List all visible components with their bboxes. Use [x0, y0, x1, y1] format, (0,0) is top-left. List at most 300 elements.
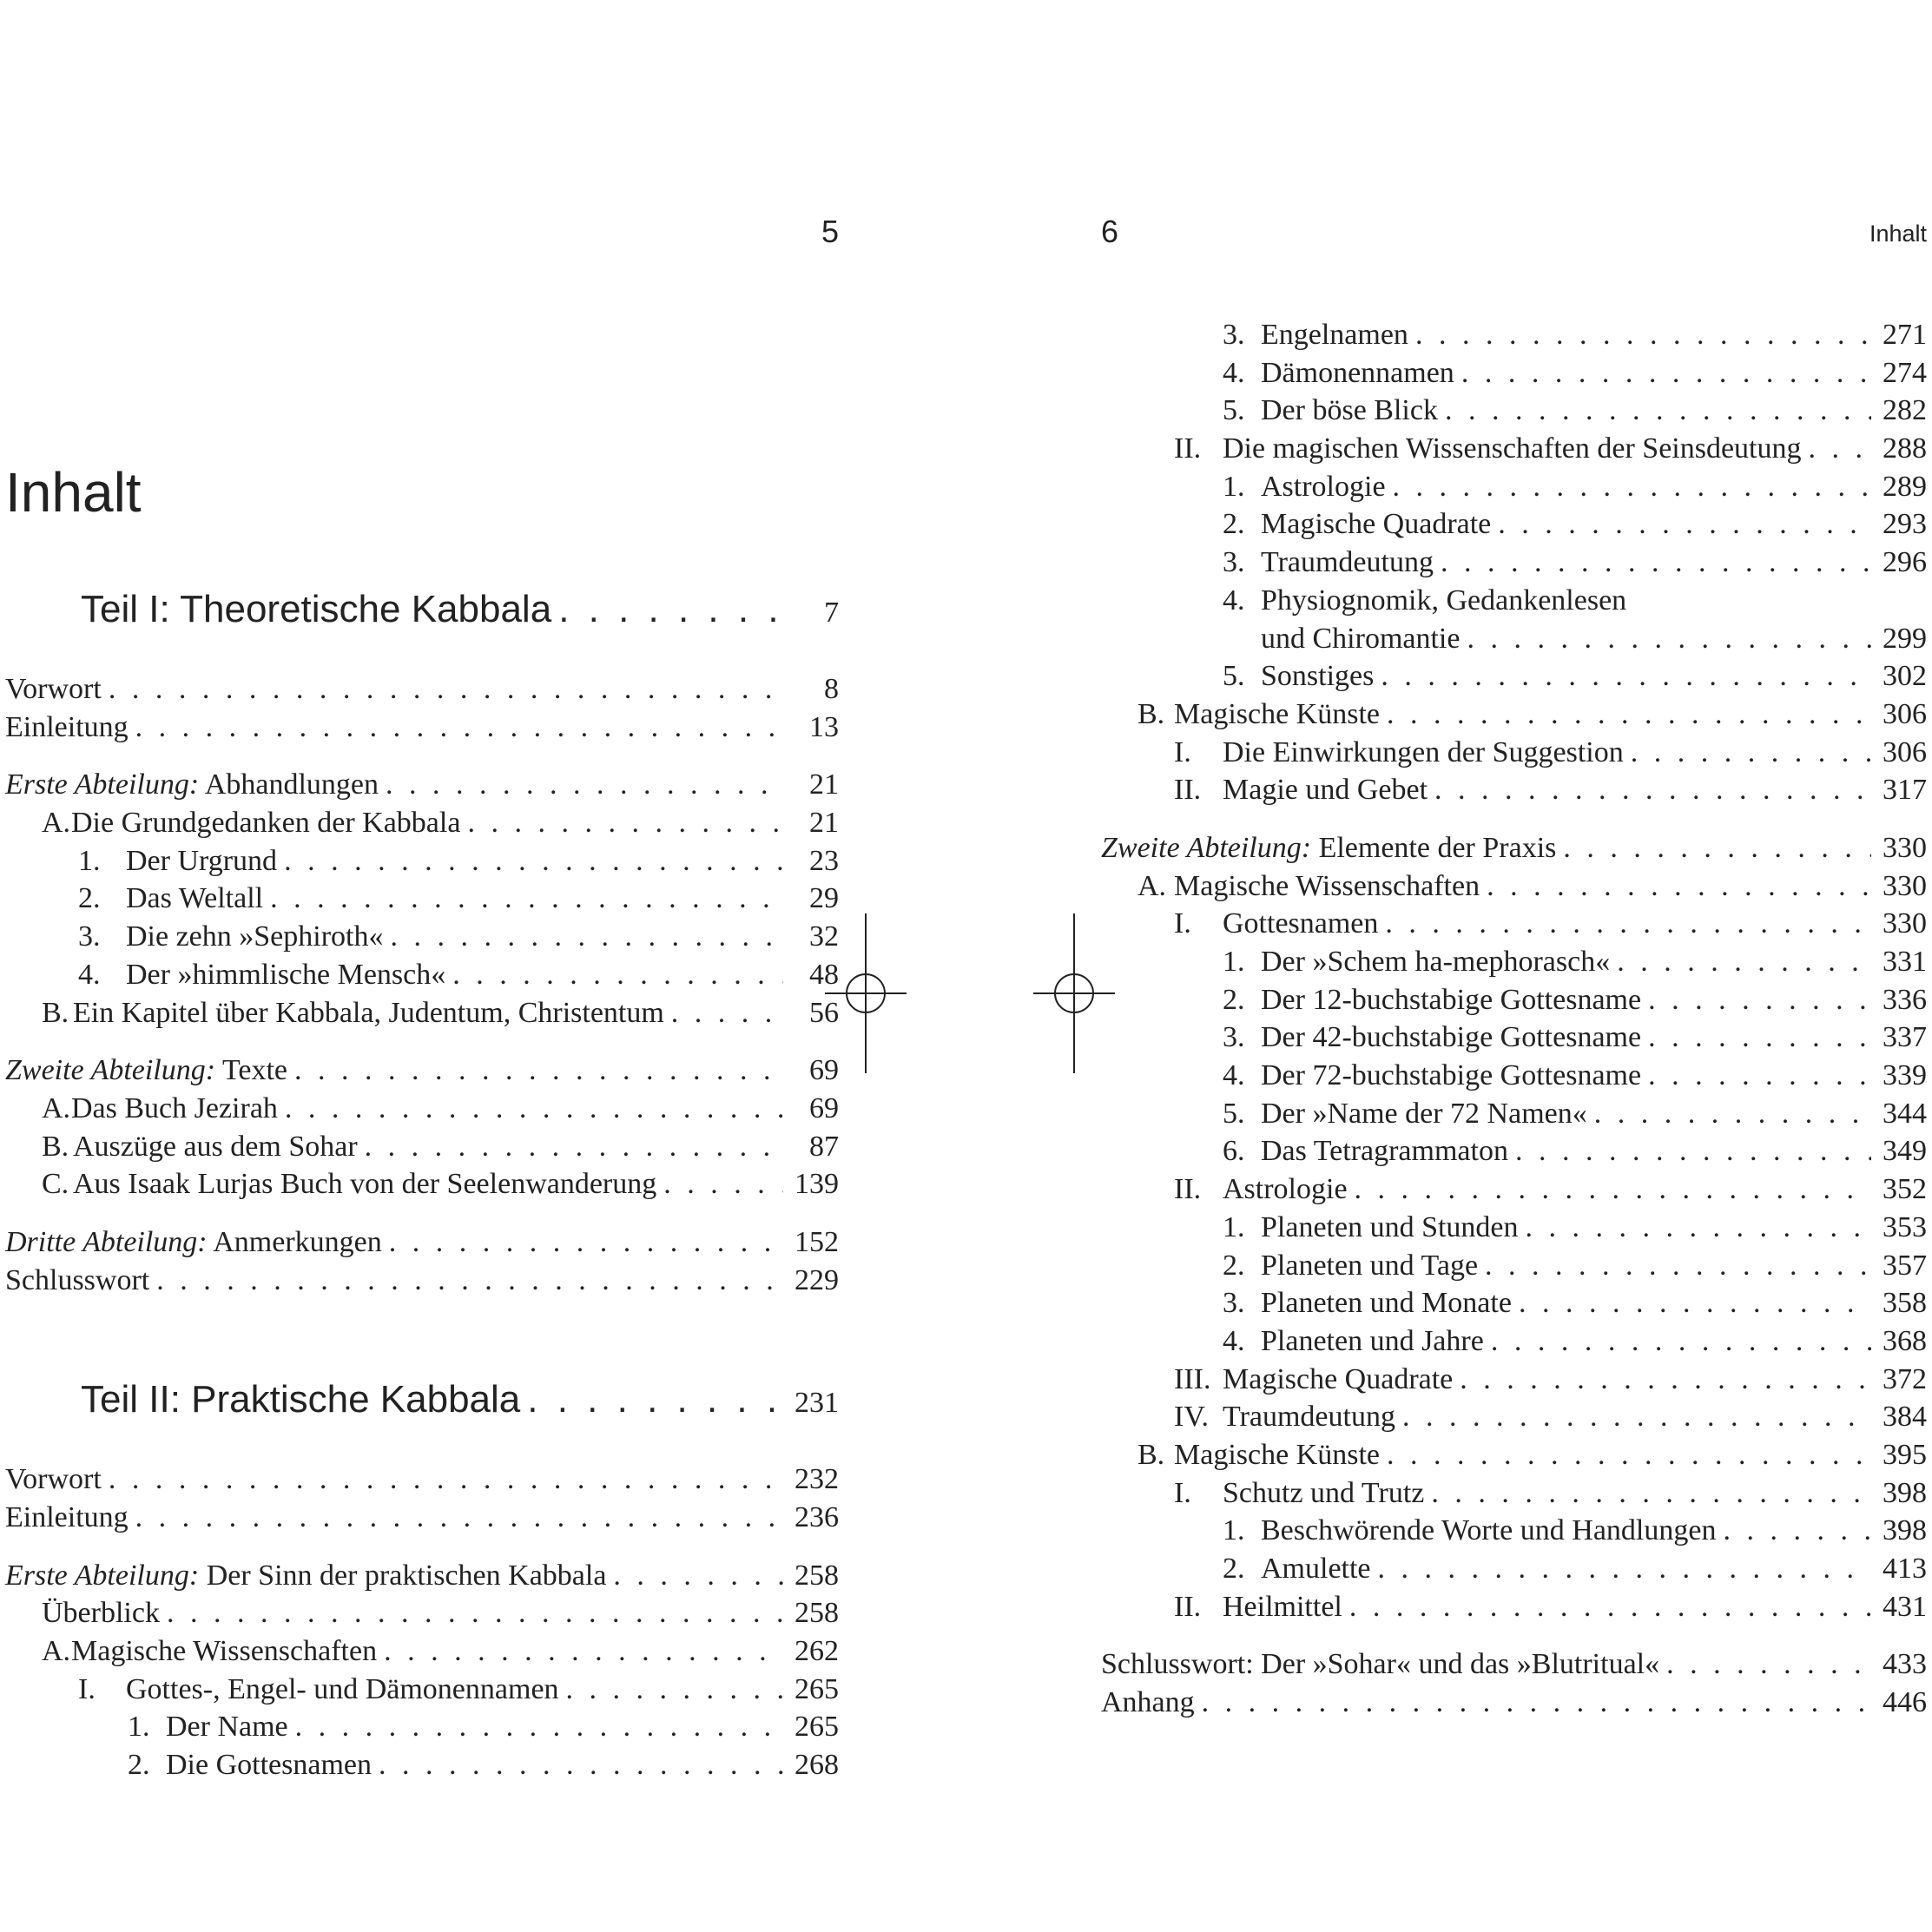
entry-number: A.: [42, 1091, 71, 1124]
leader-dots: [1431, 1474, 1871, 1513]
entry-title: [73, 1165, 656, 1203]
leader-dots: [294, 1052, 783, 1090]
section-label: Zweite Abteilung:: [5, 1054, 216, 1087]
entry-title: [126, 842, 277, 880]
leader-dots: [284, 842, 783, 880]
entry-title: [73, 1128, 358, 1166]
page-ref: 395: [1883, 1438, 1927, 1471]
toc-entry: [1101, 468, 1927, 506]
leader-dots: [386, 766, 783, 804]
entry-text: Magie und Gebet: [1223, 774, 1428, 807]
entry-number: 3.: [78, 920, 101, 953]
entry-text: Planeten und Tage: [1261, 1249, 1479, 1282]
toc-entry: [1101, 1550, 1927, 1588]
toc-entry: [5, 766, 839, 804]
entry-number: B.: [1137, 1438, 1165, 1471]
toc-entry: [5, 1746, 839, 1784]
entry-title: [1261, 620, 1460, 658]
toc-entry: [1101, 1322, 1927, 1361]
leader-dots: [1515, 1132, 1871, 1170]
toc-entry: [1101, 1095, 1927, 1133]
leader-dots: [1491, 1322, 1871, 1361]
entry-number: 1.: [1223, 470, 1245, 503]
page-ref: 358: [1883, 1287, 1927, 1320]
entry-title: [81, 1358, 520, 1441]
entry-title: [166, 1708, 288, 1746]
entry-text: Der »Name der 72 Namen«: [1261, 1097, 1587, 1130]
entry-text: Planeten und Monate: [1261, 1287, 1512, 1320]
leader-dots: [1648, 981, 1871, 1019]
page-ref: 368: [1883, 1324, 1927, 1357]
entry-number: 4.: [1223, 584, 1245, 617]
page-ref: 232: [795, 1463, 839, 1496]
entry-text: Die Einwirkungen der Suggestion: [1223, 735, 1624, 768]
entry-title: [1261, 657, 1374, 696]
entry-number: 1.: [1223, 946, 1245, 978]
toc-entry: [1101, 582, 1927, 620]
page-ref: 236: [795, 1501, 839, 1533]
entry-number: 5.: [1223, 1097, 1245, 1130]
page-ref: 293: [1883, 508, 1927, 541]
leader-dots: [384, 1632, 783, 1671]
entry-text: Der 72-buchstabige Gottesname: [1261, 1059, 1642, 1092]
entry-title: [1261, 1322, 1484, 1361]
entry-text: Traumdeutung: [1261, 546, 1434, 579]
page-ref: 339: [1883, 1059, 1927, 1092]
toc-entry: [1101, 734, 1927, 772]
entry-title: [5, 1052, 287, 1090]
entry-number: I.: [1174, 735, 1191, 768]
leader-dots: [1526, 1209, 1871, 1247]
leader-dots: [467, 804, 783, 842]
entry-text: Der 42-buchstabige Gottesname: [1261, 1021, 1642, 1054]
entry-text: Magische Künste: [1174, 697, 1381, 730]
toc-entry: [5, 1165, 839, 1203]
entry-title: [1261, 582, 1626, 620]
section-label: Zweite Abteilung:: [1101, 831, 1312, 864]
entry-title: [1261, 505, 1491, 544]
leader-dots: [1355, 1170, 1871, 1209]
entry-text: Traumdeutung: [1223, 1401, 1395, 1434]
toc-entry: [5, 1671, 839, 1709]
leader-dots: [1723, 1512, 1871, 1550]
leader-dots: [1631, 734, 1871, 772]
leader-dots: [109, 1461, 783, 1499]
leader-dots: [452, 956, 783, 994]
page-ref: 336: [1883, 983, 1927, 1016]
toc-entry: [1101, 1247, 1927, 1285]
page-ref: 398: [1883, 1514, 1927, 1547]
entry-number: 2.: [128, 1749, 150, 1782]
entry-number: 3.: [1223, 319, 1245, 351]
toc-entry: [5, 804, 839, 842]
entry-title: [5, 766, 379, 804]
entry-title: [1101, 829, 1556, 867]
leader-dots: [135, 1499, 783, 1537]
leader-dots: [1563, 829, 1871, 867]
toc-entry: [5, 1052, 839, 1090]
entry-number: A.: [1137, 869, 1167, 902]
page-ref: 265: [795, 1672, 839, 1705]
page-ref: 265: [795, 1711, 839, 1744]
page-ref: 8: [824, 673, 839, 705]
entry-number: 5.: [1223, 394, 1245, 427]
page-ref: 271: [1883, 319, 1927, 351]
entry-text: Magische Quadrate: [1261, 508, 1492, 541]
page-ref: 330: [1883, 869, 1927, 902]
entry-text: Vorwort: [5, 673, 102, 705]
page-ref: 139: [795, 1168, 839, 1201]
entry-text: Magische Wissenschaften: [1174, 869, 1480, 902]
entry-text: Magische Quadrate: [1223, 1362, 1454, 1395]
page-ref: 306: [1883, 735, 1927, 768]
leader-dots: [1467, 620, 1871, 658]
toc-entry: [5, 956, 839, 994]
entry-title: [1261, 1095, 1587, 1133]
page-ref: 288: [1883, 432, 1927, 465]
entry-title: [126, 956, 445, 994]
entry-text: Planeten und Jahre: [1261, 1324, 1484, 1357]
entry-number: I.: [1174, 907, 1191, 940]
toc-entry: [1101, 1684, 1927, 1722]
toc-entry: [1101, 430, 1927, 468]
page-ref: 69: [809, 1054, 839, 1087]
entry-title: [1223, 1170, 1348, 1209]
entry-title: [1261, 1247, 1478, 1285]
toc-entry: [1101, 1474, 1927, 1513]
entry-title: [71, 1632, 377, 1671]
leader-dots: [365, 1128, 783, 1166]
toc-entry: [1101, 981, 1927, 1019]
entry-text: Astrologie: [1223, 1173, 1348, 1206]
page-ref: 23: [809, 844, 839, 877]
entry-text: Elemente der Praxis: [1318, 831, 1557, 864]
entry-text: Abhandlungen: [204, 768, 379, 801]
toc-entry: [5, 1594, 839, 1632]
entry-text: Das Buch Jezirah: [71, 1091, 278, 1124]
entry-title: [1261, 392, 1438, 430]
page-ref: 7: [824, 597, 839, 629]
entry-title: [5, 1461, 102, 1499]
page-ref: 372: [1883, 1362, 1927, 1395]
toc-entry: [1101, 1645, 1927, 1684]
leader-dots: [1487, 867, 1871, 906]
leader-dots: [613, 1557, 783, 1595]
toc-entry: [1101, 392, 1927, 430]
section-label: Erste Abteilung:: [5, 1559, 200, 1592]
entry-text: Die magischen Wissenschaften der Seinsdeutung: [1223, 432, 1802, 465]
entry-text: Gottes-, Engel- und Dämonennamen: [126, 1672, 559, 1705]
toc-entry: [1101, 1019, 1927, 1057]
entry-number: 1.: [1223, 1210, 1245, 1243]
entry-number: 3.: [1223, 1021, 1245, 1054]
entry-number: 2.: [78, 882, 101, 915]
entry-number: II.: [1174, 1590, 1202, 1623]
entry-number: A.: [42, 807, 71, 840]
toc-entry: [1101, 905, 1927, 943]
entry-title: [5, 1499, 129, 1537]
entry-number: 2.: [1223, 1249, 1245, 1282]
entry-number: III.: [1174, 1362, 1211, 1395]
toc-entry: [5, 842, 839, 880]
entry-number: I.: [1174, 1476, 1191, 1509]
entry-title: [1223, 734, 1624, 772]
toc-entry: [5, 670, 839, 709]
entry-title: [71, 804, 460, 842]
running-head: Inhalt: [1869, 221, 1927, 247]
page-ref: 330: [1883, 831, 1927, 864]
page-ref: 258: [795, 1597, 839, 1630]
entry-text: Der 12-buchstabige Gottesname: [1261, 983, 1642, 1016]
entry-title: [73, 994, 664, 1032]
entry-text: Schutz und Trutz: [1223, 1476, 1425, 1509]
entry-text: Teil I: Theoretische Kabbala: [81, 588, 552, 630]
leader-dots: [1809, 430, 1871, 468]
entry-title: [1223, 1361, 1453, 1399]
page-ref: 413: [1883, 1553, 1927, 1585]
toc-entry: [1101, 1284, 1927, 1322]
page-ref: 349: [1883, 1135, 1927, 1168]
entry-text: Der Urgrund: [126, 844, 278, 877]
toc-entry: [1101, 1132, 1927, 1170]
page-number: 6: [1101, 214, 1119, 249]
toc-entry: [1101, 354, 1927, 392]
entry-title: [1261, 1019, 1641, 1057]
page-ref: 48: [809, 958, 839, 991]
entry-title: [5, 1223, 382, 1262]
entry-text: Die Grundgedanken der Kabbala: [71, 807, 461, 840]
entry-number: 4.: [1223, 1059, 1245, 1092]
leader-dots: [1415, 316, 1871, 354]
leader-dots: [1434, 771, 1871, 809]
crosshair-mark-icon: [1033, 913, 1115, 1073]
entry-title: [5, 670, 102, 709]
entry-text: Heilmittel: [1223, 1590, 1342, 1623]
toc-entry: [1101, 657, 1927, 696]
entry-text: Schlusswort: Der »Sohar« und das »Blutritual«: [1101, 1648, 1660, 1681]
entry-title: [1174, 696, 1380, 734]
toc-entry: [1101, 544, 1927, 582]
entry-title: [1261, 1209, 1519, 1247]
entry-text: Gottesnamen: [1223, 907, 1379, 940]
page-ref: 282: [1883, 394, 1927, 427]
leader-dots: [389, 1223, 783, 1262]
page-ref: 69: [809, 1091, 839, 1124]
toc-entry: [1101, 771, 1927, 809]
entry-text: Sonstiges: [1261, 660, 1375, 693]
entry-title: [1223, 430, 1802, 468]
leader-dots: [1441, 544, 1871, 582]
page-ref: 352: [1883, 1173, 1927, 1206]
page-ref: 32: [809, 920, 839, 953]
toc-entry: [5, 1128, 839, 1166]
toc-entry: [5, 994, 839, 1032]
entry-text: Vorwort: [5, 1463, 102, 1496]
page-ref: 274: [1883, 356, 1927, 389]
leader-dots: [1202, 1684, 1871, 1722]
toc-entry: [5, 1557, 839, 1595]
entry-text: Astrologie: [1261, 470, 1386, 503]
entry-title: [1223, 1398, 1395, 1436]
leader-dots: [527, 1358, 783, 1441]
entry-text: Der Name: [166, 1711, 288, 1744]
page-ref: 433: [1883, 1648, 1927, 1681]
entry-number: A.: [42, 1635, 71, 1668]
entry-text: Der böse Blick: [1261, 394, 1438, 427]
leader-dots: [156, 1262, 783, 1300]
entry-title: [126, 880, 263, 918]
toc-entry: [1101, 1057, 1927, 1095]
leader-dots: [391, 918, 784, 956]
leader-dots: [1445, 392, 1871, 430]
toc-entry: [5, 709, 839, 747]
leader-dots: [1381, 657, 1871, 696]
leader-dots: [1498, 505, 1871, 544]
entry-text: Anhang: [1101, 1686, 1195, 1719]
leader-dots: [566, 1671, 783, 1709]
page-number: 5: [821, 214, 839, 249]
entry-number: 2.: [1223, 1553, 1245, 1585]
entry-text: Engelnamen: [1261, 319, 1408, 351]
page-ref: 152: [795, 1225, 839, 1258]
toc-entry: [1101, 943, 1927, 981]
entry-number: B.: [42, 1130, 69, 1163]
entry-number: 1.: [1223, 1514, 1245, 1547]
toc-entry: [1101, 1436, 1927, 1474]
page-ref: 384: [1883, 1401, 1927, 1434]
entry-number: C.: [42, 1168, 69, 1201]
page-ref: 29: [809, 882, 839, 915]
leader-dots: [1648, 1019, 1871, 1057]
entry-title: [126, 1671, 559, 1709]
section-label: Erste Abteilung:: [5, 768, 200, 801]
toc-entry: [5, 1223, 839, 1262]
page-ref: 296: [1883, 546, 1927, 579]
toc-entry: [5, 1461, 839, 1499]
entry-title: [1261, 1284, 1512, 1322]
leader-dots: [1387, 1436, 1871, 1474]
toc-entry: [5, 1499, 839, 1537]
entry-title: [1261, 1132, 1508, 1170]
page-ref: 337: [1883, 1021, 1927, 1054]
entry-number: 4.: [78, 958, 101, 991]
entry-number: 5.: [1223, 660, 1245, 693]
toc-entry: [5, 880, 839, 918]
entry-title: [1261, 544, 1434, 582]
entry-title: [126, 918, 384, 956]
entry-number: 1.: [128, 1711, 150, 1744]
leader-dots: [1385, 905, 1871, 943]
entry-number: II.: [1174, 1173, 1202, 1206]
toc-entry: [1101, 1170, 1927, 1209]
leader-dots: [167, 1594, 783, 1632]
page-ref: 353: [1883, 1210, 1927, 1243]
page-ref: 56: [809, 996, 839, 1029]
page-ref: 231: [795, 1387, 839, 1420]
entry-number: 6.: [1223, 1135, 1245, 1168]
entry-title: [1261, 468, 1386, 506]
entry-title: [1223, 905, 1378, 943]
leader-dots: [1519, 1284, 1871, 1322]
entry-text: Einleitung: [5, 710, 129, 743]
entry-text: Dämonennamen: [1261, 356, 1454, 389]
page-ref: 331: [1883, 946, 1927, 978]
entry-title: [1101, 1645, 1659, 1684]
toc-entry: [1101, 620, 1927, 658]
entry-text: und Chiromantie: [1261, 622, 1461, 655]
entry-text: Physiognomik, Gedankenlesen: [1261, 584, 1627, 617]
entry-number: 2.: [1223, 508, 1245, 541]
entry-text: Das Tetragrammaton: [1261, 1135, 1508, 1168]
toc-entry: [5, 1632, 839, 1671]
page-ref: 330: [1883, 907, 1927, 940]
entry-text: Einleitung: [5, 1501, 129, 1533]
entry-text: Der »himmlische Mensch«: [126, 958, 446, 991]
entry-number: II.: [1174, 774, 1202, 807]
entry-title: [1261, 1057, 1641, 1095]
toc-entry: [1101, 867, 1927, 906]
page-ref: 262: [795, 1635, 839, 1668]
entry-number: B.: [1137, 697, 1165, 730]
entry-text: Auszüge aus dem Sohar: [73, 1130, 358, 1163]
entry-title: [5, 709, 129, 747]
leader-dots: [285, 1090, 783, 1128]
toc-entry: [1101, 1588, 1927, 1626]
entry-text: Planeten und Stunden: [1261, 1210, 1519, 1243]
page-ref: 268: [795, 1749, 839, 1782]
entry-text: Die zehn »Sephiroth«: [126, 920, 384, 953]
page-ref: 21: [809, 807, 839, 840]
entry-number: 3.: [1223, 1287, 1245, 1320]
entry-title: [1261, 354, 1454, 392]
page-ref: 357: [1883, 1249, 1927, 1282]
page-ref: 87: [809, 1130, 839, 1163]
entry-number: 3.: [1223, 546, 1245, 579]
entry-number: II.: [1174, 432, 1202, 465]
entry-title: [42, 1594, 160, 1632]
entry-title: [81, 568, 551, 651]
leader-dots: [1349, 1588, 1871, 1626]
leader-dots: [1485, 1247, 1871, 1285]
toc-entry: [1101, 1361, 1927, 1399]
leader-dots: [1393, 468, 1871, 506]
page-ref: 289: [1883, 470, 1927, 503]
entry-text: Aus Isaak Lurjas Buch von der Seelenwanderung: [73, 1168, 657, 1201]
page-ref: 344: [1883, 1097, 1927, 1130]
entry-number: 4.: [1223, 356, 1245, 389]
entry-number: I.: [78, 1672, 96, 1705]
toc-part-heading: [5, 568, 839, 651]
toc-entry: [5, 1090, 839, 1128]
leader-dots: [1378, 1550, 1871, 1588]
leader-dots: [1460, 1361, 1871, 1399]
leader-dots: [1594, 1095, 1871, 1133]
entry-text: Überblick: [42, 1597, 160, 1630]
entry-title: [1261, 316, 1408, 354]
page-ref: 317: [1883, 774, 1927, 807]
toc-entry: [1101, 316, 1927, 354]
page-title: Inhalt: [5, 461, 142, 524]
entry-title: [1223, 1474, 1424, 1513]
toc-entry: [5, 1708, 839, 1746]
entry-text: Magische Wissenschaften: [71, 1635, 378, 1668]
entry-title: [71, 1090, 278, 1128]
entry-text: Ein Kapitel über Kabbala, Judentum, Christentum: [73, 996, 664, 1029]
entry-text: Der »Schem ha-mephorasch«: [1261, 946, 1611, 978]
crosshair-mark-icon: [825, 913, 907, 1073]
toc-entry: [1101, 1398, 1927, 1436]
page-ref: 431: [1883, 1590, 1927, 1623]
